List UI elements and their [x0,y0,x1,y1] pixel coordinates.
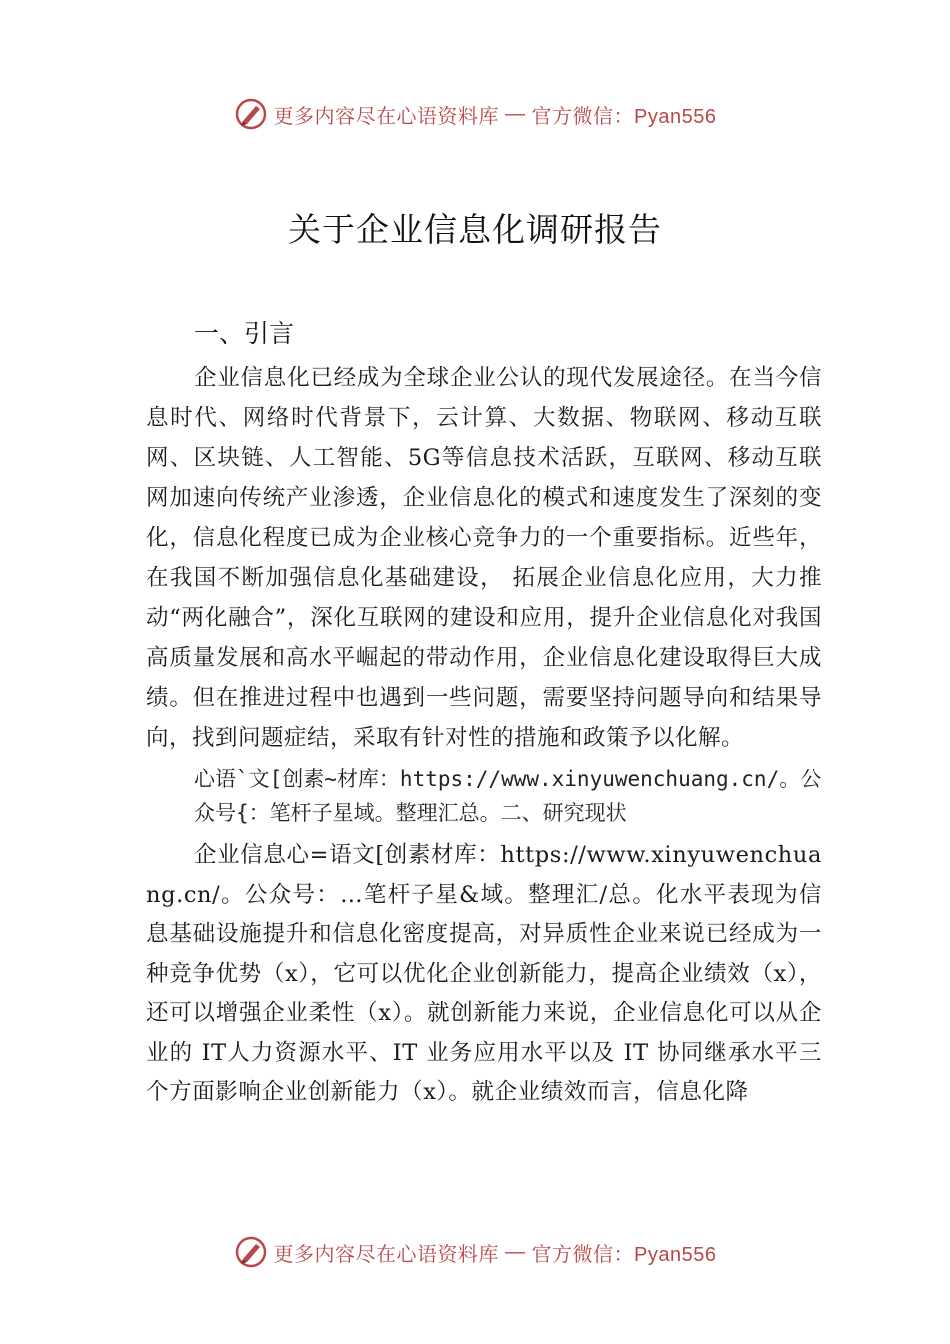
second-paragraph: 企业信息心=语文[创素材库：https://www.xinyuwenchuang.cn/。公众号：…笔杆子星&域。整理汇/总。化水平表现为信息基础设施提升和信息化密度提高，对异质性企业来说已经成为一种竞争优势（x），它可以优化企业创新能力，提高企业绩效（x），还可以增强企业柔性（x）。就创新能力来说，企业信息化可以从企业的 IT人力资源水平、IT 业务应用水平以及 IT 协同继承水平三个方面影响企业创新能力（x）。就企业绩效而言，信息化降 [146,842,822,1105]
banner-brand-text: 更多内容尽在心语资料库 [273,105,500,128]
watermark-note: 心语`文[创素~材库：https://www.xinyuwenchuang.cn/。公众号{：笔杆子星域。整理汇总。二、研究现状 [194,767,822,825]
intro-paragraph: 企业信息化已经成为全球企业公认的现代发展途径。在当今信息时代、网络时代背景下，云计算、大数据、物联网、移动互联网、区块链、人工智能、5G等信息技术活跃，互联网、移动互联网加速向传统产业渗透，企业信息化的模式和速度发生了深刻的变化，信息化程度已成为企业核心竞争力的一个重要指标。近些年，在我国不断加强信息化基础建设， 拓展企业信息化应用，大力推动“两化融合”，深化互联网的建设和应用，提升企业信息化对我国高质量发展和高水平崛起的带动作用，企业信息化建设取得巨大成绩。但在推进过程中也遇到一些问题，需要坚持问题导向和结果导向，找到问题症结，采取有针对性的措施和政策予以化解。 [146,365,822,751]
banner-brand-text: 更多内容尽在心语资料库 [273,1243,500,1266]
footer-banner [0,1232,950,1272]
banner-separator: — [505,102,526,125]
brand-logo-icon [234,1235,268,1269]
banner-wechat-text: 官方微信：Pyan556 [531,1243,717,1266]
banner-wechat-text: 官方微信：Pyan556 [531,105,717,128]
header-banner [0,94,950,134]
banner-separator: — [505,1240,526,1263]
document-body [146,316,822,1113]
brand-logo-icon [234,97,268,131]
section-heading: 一、引言 [194,319,295,348]
document-title: 关于企业信息化调研报告 [288,210,662,249]
